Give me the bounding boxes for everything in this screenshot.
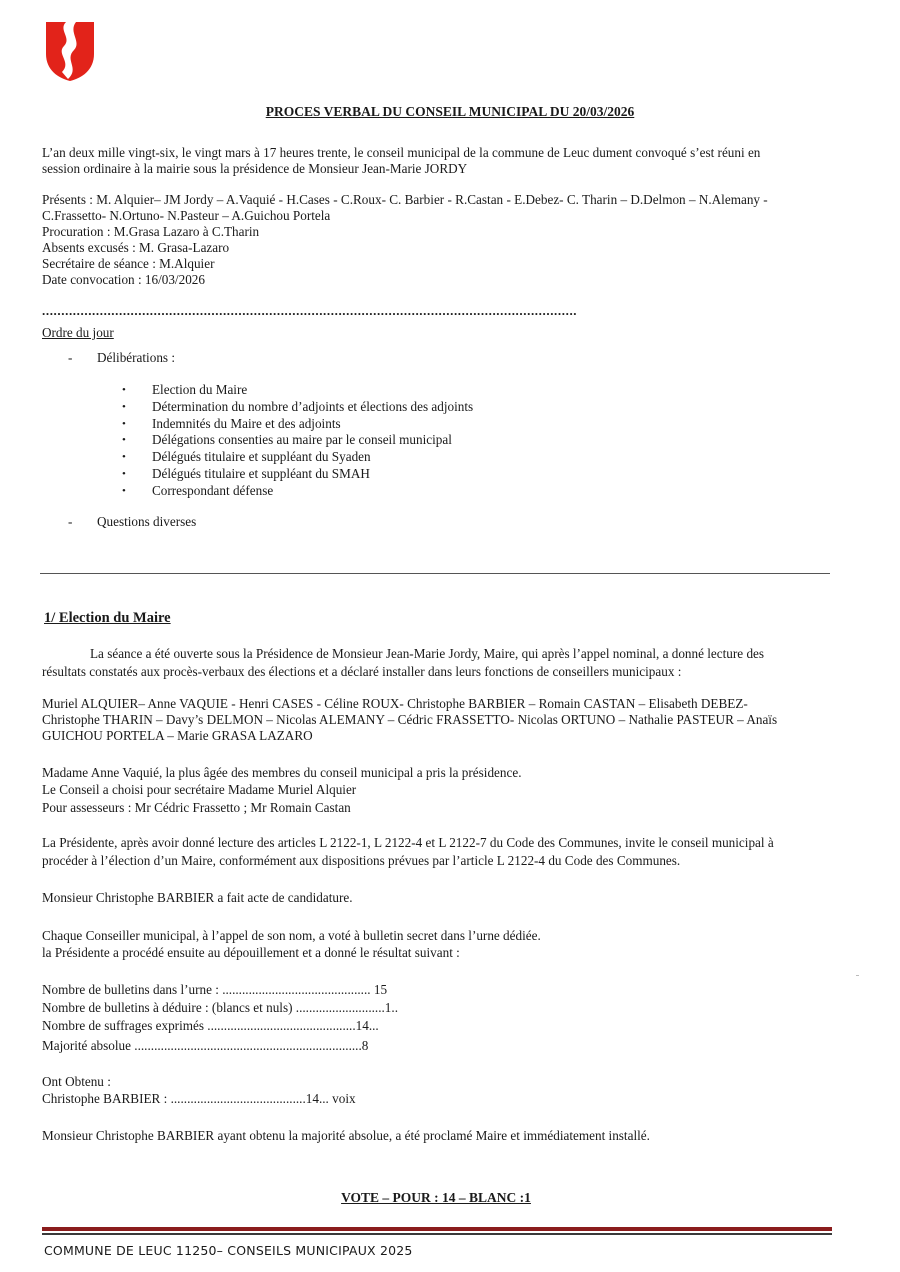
questions-diverses-label: Questions diverses (97, 514, 197, 529)
commune-crest-logo (44, 20, 96, 82)
presents-line-1: Présents : M. Alquier– JM Jordy – A.Vaquié - H.Cases - C.Roux- C. Barbier - R.Castan - E.Debez- C. Tharin – D.Delmon – N.Alemany - (42, 192, 768, 207)
vote-result: VOTE – POUR : 14 – BLANC :1 (341, 1190, 531, 1205)
result-suffrages-exprimes: Nombre de suffrages exprimés .............................................14... (42, 1018, 379, 1033)
opening-line-1: La séance a été ouverte sous la Présidence de Monsieur Jean-Marie Jordy, Maire, qui après l’appel nominal, a donné lecture des (90, 646, 765, 661)
bullet-icon: • (122, 418, 126, 430)
presidency-line-1: Madame Anne Vaquié, la plus âgée des membres du conseil municipal a pris la présidence. (42, 765, 522, 780)
deliberations-label: Délibérations : (97, 350, 176, 365)
footer-rule-red (42, 1227, 832, 1231)
result-bulletins-deduire: Nombre de bulletins à déduire : (blancs et nuls) ...........................1.. (42, 1000, 398, 1015)
section-title-election-maire: 1/ Election du Maire (44, 610, 171, 626)
dotted-separator: ........................................................................................................................................... (42, 305, 578, 317)
obtained-label: Ont Obtenu : (42, 1074, 111, 1089)
dash-marker: - (68, 350, 73, 365)
bullet-icon: • (122, 451, 126, 463)
agenda-item: Délégués titulaire et suppléant du SMAH (152, 466, 370, 481)
members-line-3: GUICHOU PORTELA – Marie GRASA LAZARO (42, 728, 313, 743)
absents-line: Absents excusés : M. Grasa-Lazaro (42, 240, 230, 255)
bullet-icon: • (122, 401, 126, 413)
agenda-item: Election du Maire (152, 382, 248, 397)
result-majorite-absolue: Majorité absolue .....................................................................8 (42, 1038, 369, 1053)
candidacy-line: Monsieur Christophe BARBIER a fait acte de candidature. (42, 890, 353, 905)
footer-text: COMMUNE DE LEUC 11250– CONSEILS MUNICIPAUX 2025 (44, 1243, 413, 1258)
section-divider (40, 573, 830, 574)
bullet-icon: • (122, 485, 126, 497)
bullet-icon: • (122, 468, 126, 480)
bullet-icon: • (122, 384, 126, 396)
voting-line-1: Chaque Conseiller municipal, à l’appel de son nom, a voté à bulletin secret dans l’urne dédiée. (42, 928, 541, 943)
intro-line-1: L’an deux mille vingt-six, le vingt mars à 17 heures trente, le conseil municipal de la commune de Leuc dument convoqué s’est réuni en (42, 145, 761, 160)
procuration-line: Procuration : M.Grasa Lazaro à C.Tharin (42, 224, 260, 239)
dash-marker: - (68, 514, 73, 529)
bullet-icon: • (122, 434, 126, 446)
presidency-line-2: Le Conseil a choisi pour secrétaire Madame Muriel Alquier (42, 782, 357, 797)
obtained-result: Christophe BARBIER : .........................................14... voix (42, 1091, 356, 1106)
scan-speck (856, 975, 859, 976)
articles-line-2: procéder à l’élection d’un Maire, conformément aux dispositions prévues par l’article L 2122-4 du Code des Communes. (42, 853, 681, 868)
presents-line-2: C.Frassetto- N.Ortuno- N.Pasteur – A.Guichou Portela (42, 208, 331, 223)
footer-rule-dark (42, 1233, 832, 1235)
secretaire-line: Secrétaire de séance : M.Alquier (42, 256, 215, 271)
agenda-item: Indemnités du Maire et des adjoints (152, 416, 341, 431)
agenda-item: Correspondant défense (152, 483, 274, 498)
agenda-item: Détermination du nombre d’adjoints et élections des adjoints (152, 399, 474, 414)
intro-line-2: session ordinaire à la mairie sous la présidence de Monsieur Jean-Marie JORDY (42, 161, 468, 176)
opening-line-2: résultats constatés aux procès-verbaux des élections et a déclaré installer dans leurs fonctions de conseillers municipaux : (42, 664, 682, 679)
agenda-item: Délégués titulaire et suppléant du Syaden (152, 449, 371, 464)
agenda-heading: Ordre du jour (42, 325, 114, 340)
articles-line-1: La Présidente, après avoir donné lecture des articles L 2122-1, L 2122-4 et L 2122-7 du Code des Communes, invite le conseil municipal à (42, 835, 774, 850)
proclamation-line: Monsieur Christophe BARBIER ayant obtenu la majorité absolue, a été proclamé Maire et immédiatement installé. (42, 1128, 650, 1143)
presidency-line-3: Pour assesseurs : Mr Cédric Frassetto ; Mr Romain Castan (42, 800, 351, 815)
result-bulletins-urne: Nombre de bulletins dans l’urne : ............................................. 15 (42, 982, 388, 997)
date-convocation-line: Date convocation : 16/03/2026 (42, 272, 205, 287)
members-line-1: Muriel ALQUIER– Anne VAQUIE - Henri CASES - Céline ROUX- Christophe BARBIER – Romain CASTAN – Elisabeth DEBEZ- (42, 696, 748, 711)
document-title: PROCES VERBAL DU CONSEIL MUNICIPAL DU 20/03/2026 (265, 104, 635, 119)
agenda-item: Délégations consenties au maire par le conseil municipal (152, 432, 452, 447)
members-line-2: Christophe THARIN – Davy’s DELMON – Nicolas ALEMANY – Cédric FRASSETTO- Nicolas ORTUNO – Nathalie PASTEUR – Anaïs (42, 712, 778, 727)
voting-line-2: la Présidente a procédé ensuite au dépouillement et a donné le résultat suivant : (42, 945, 460, 960)
